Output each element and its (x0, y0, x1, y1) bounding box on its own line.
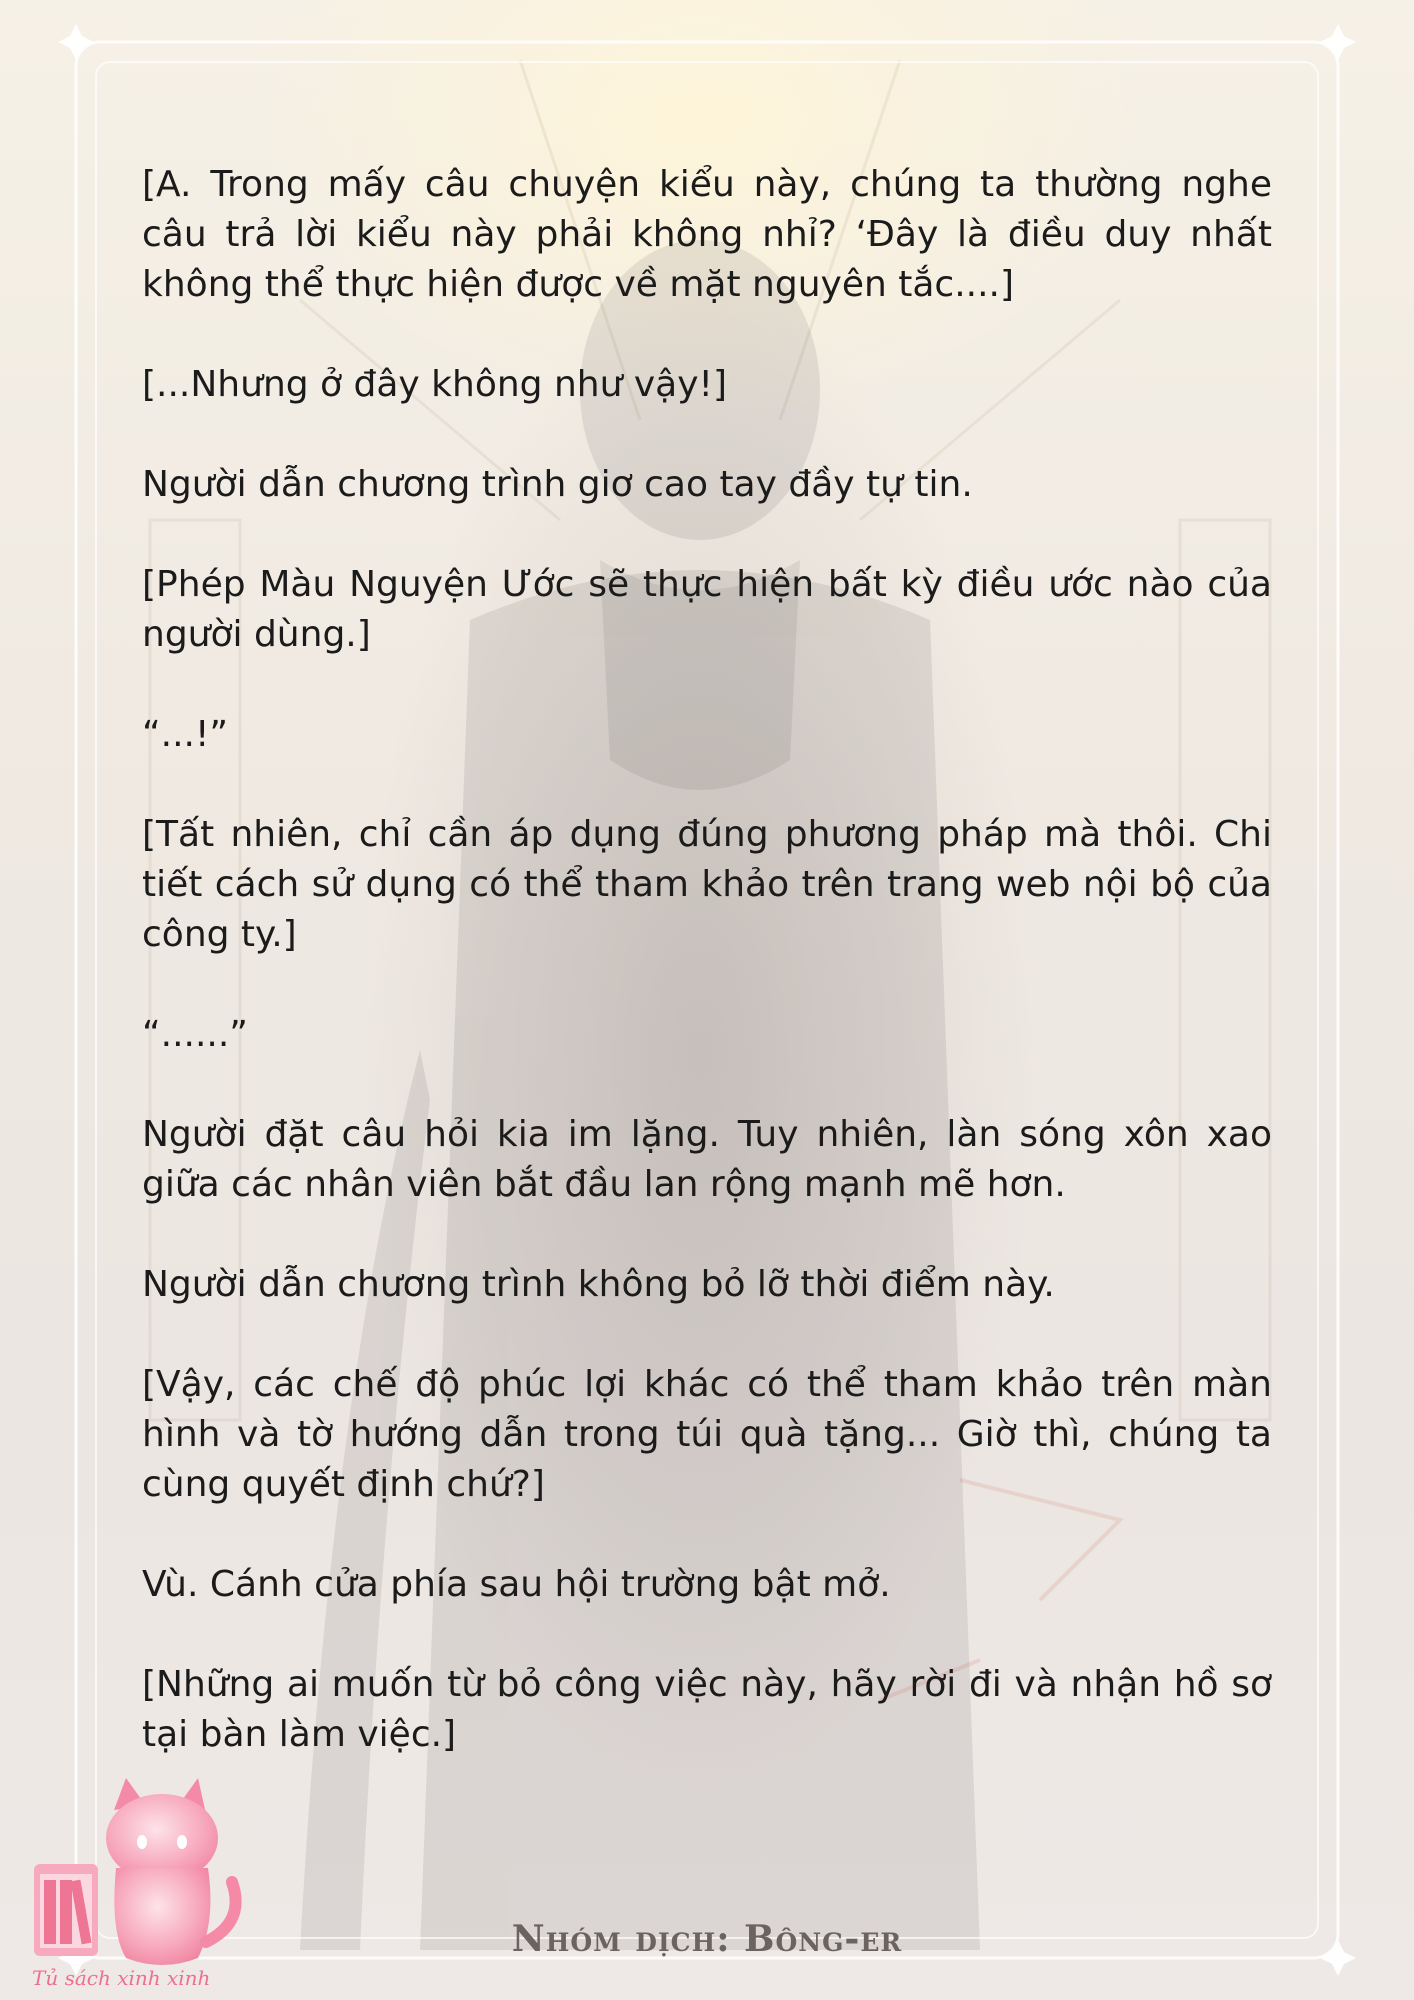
paragraph: [A. Trong mấy câu chuyện kiểu này, chúng ta thường nghe câu trả lời kiểu này phải không nhỉ? ‘Đây là điều duy nhất không thể thực hiện được về mặt nguyên tắc....] (142, 164, 1272, 305)
paragraph: Người đặt câu hỏi kia im lặng. Tuy nhiên, làn sóng xôn xao giữa các nhân viên bắt đầu lan rộng mạnh mẽ hơn. (142, 1114, 1272, 1205)
logo-caption: Tủ sách xinh xinh (32, 1966, 211, 1990)
paragraph: [Phép Màu Nguyện Ước sẽ thực hiện bất kỳ điều ước nào của người dùng.] (142, 564, 1272, 655)
translator-credit: Nhóm dịch: Bông-er (511, 1918, 903, 1960)
paragraph: Người dẫn chương trình giơ cao tay đầy tự tin. (142, 464, 973, 505)
paragraph: Người dẫn chương trình không bỏ lỡ thời điểm này. (142, 1264, 1055, 1305)
paragraph: “...!” (142, 714, 229, 755)
pink-cat-bookshelf-logo-icon (22, 1772, 242, 1996)
story-text (142, 160, 1272, 1810)
paragraph: [Vậy, các chế độ phúc lợi khác có thể tham khảo trên màn hình và tờ hướng dẫn trong túi quà tặng... Giờ thì, chúng ta cùng quyết định chứ?] (142, 1364, 1272, 1505)
paragraph: Vù. Cánh cửa phía sau hội trường bật mở. (142, 1564, 891, 1605)
paragraph: “......” (142, 1014, 248, 1055)
paragraph: [Tất nhiên, chỉ cần áp dụng đúng phương pháp mà thôi. Chi tiết cách sử dụng có thể tham khảo trên trang web nội bộ của công ty.] (142, 814, 1272, 955)
paragraph: [Những ai muốn từ bỏ công việc này, hãy rời đi và nhận hồ sơ tại bàn làm việc.] (142, 1664, 1272, 1755)
paragraph: [...Nhưng ở đây không như vậy!] (142, 364, 728, 405)
